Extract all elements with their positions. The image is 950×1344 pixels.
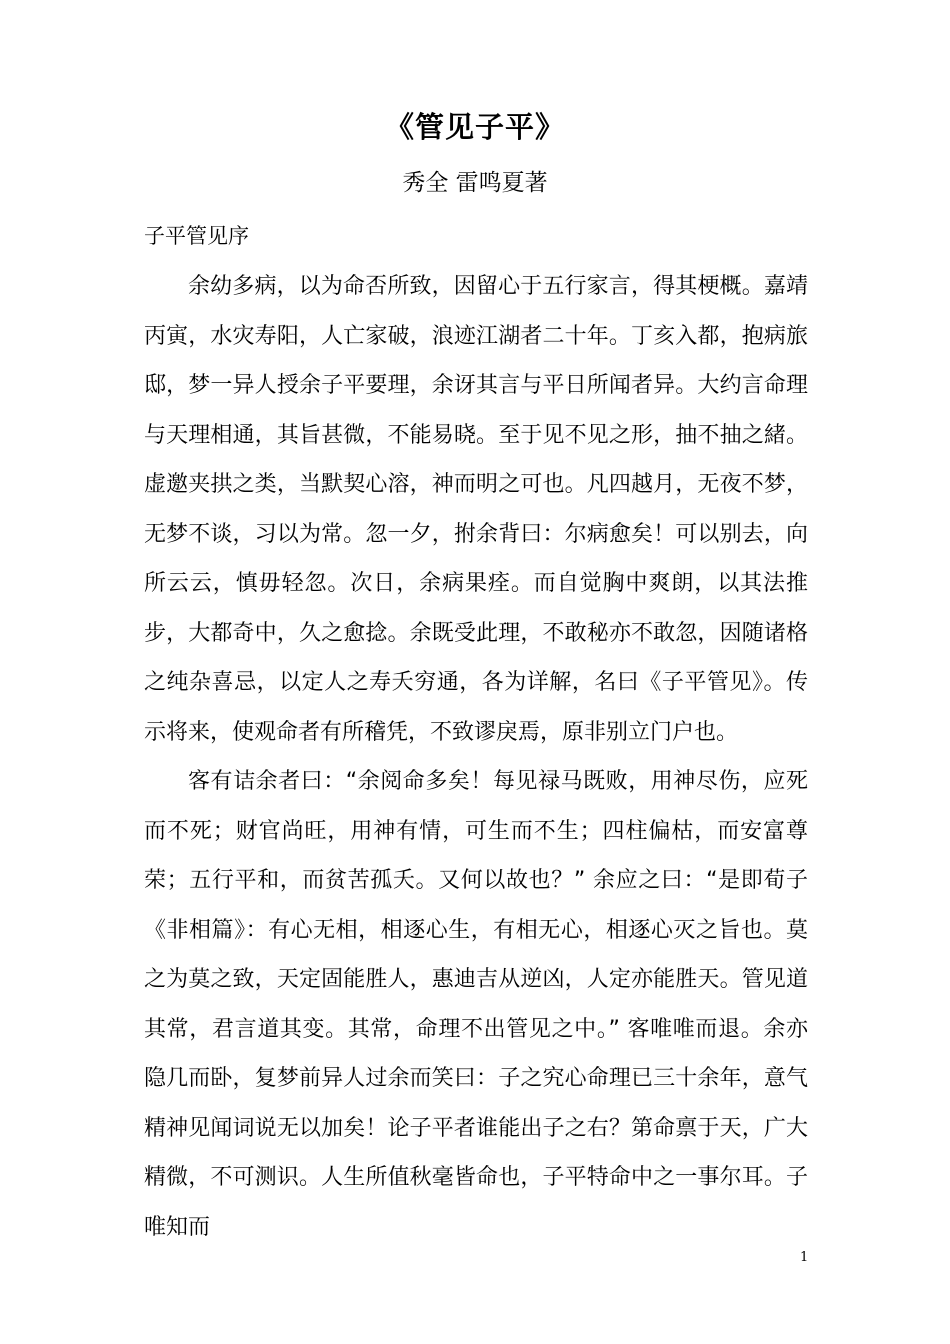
paragraph-2: 客有诘余者曰：“余阅命多矣！每见禄马既败，用神尽伤，应死而不死；财官尚旺，用神有情，可生而不生；四柱偏枯，而安富尊荣；五行平和，而贫苦孤夭。又何以故也？” 余应之曰：“是即荀子《非相篇》：有心无相，相逐心生，有相无心，相逐心灭之旨也。莫之为莫之致，天定固能胜人，惠迪吉从逆凶，人定亦能胜天。管见道其常，君言道其变。其常，命理不出管见之中。” 客唯唯而退。余亦隐几而卧，复梦前异人过余而笑曰：子之究心命理已三十余年，意气精神见闻词说无以加矣！论子平者谁能出子之右？第命禀于天，广大精微，不可测识。人生所值秋毫皆命也，子平特命中之一事尔耳。子唯知而 [144, 769, 808, 1240]
document-title: 《管见子平》 [384, 110, 565, 144]
section-heading: 子平管见序 [144, 224, 249, 248]
paragraph-1: 余幼多病，以为命否所致，因留心于五行家言，得其梗概。嘉靖丙寅，水灾寿阳，人亡家破，浪迹江湖者二十年。丁亥入都，抱病旅邸，梦一异人授余子平要理，余讶其言与平日所闻者异。大约言命理与天理相通，其旨甚微，不能易晓。至于见不见之形，抽不抽之緒。虚邀夹拱之类，当默契心溶，神而明之可也。凡四越月，无夜不梦，无梦不谈，习以为常。忽一夕，拊余背曰：尔病愈矣！可以别去，向所云云，慎毋轻忽。次日，余病果痊。而自觉胸中爽朗，以其法推步，大都奇中，久之愈捻。余既受此理，不敢秘亦不敢忽，因随诸格之纯杂喜忌，以定人之寿夭穷通，各为详解，名曰《子平管见》。传示将来，使观命者有所稽凭，不致谬戾焉，原非别立门户也。 [144, 274, 808, 745]
author-line: 秀全 雷鸣夏著 [402, 170, 548, 196]
page-number: 1 [800, 1250, 809, 1265]
body-text [144, 262, 808, 1252]
